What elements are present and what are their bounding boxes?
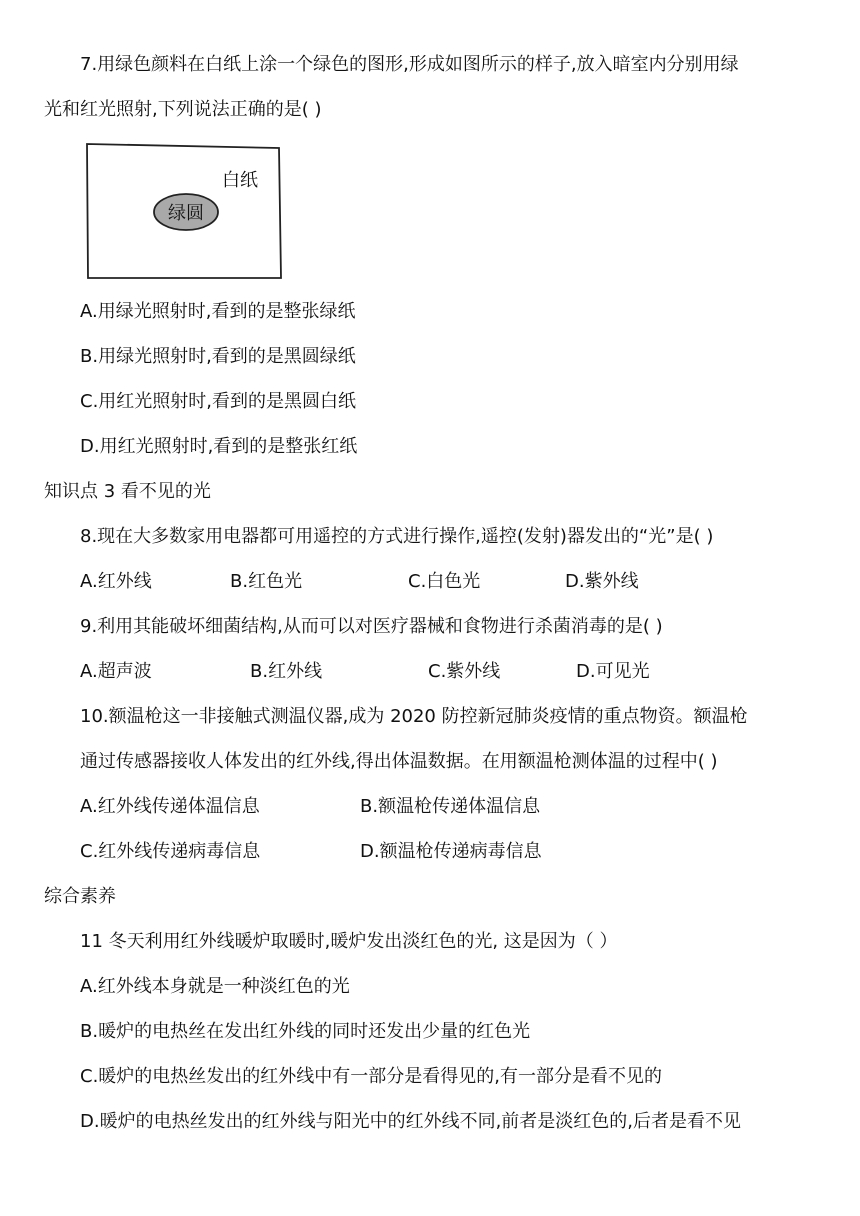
section-heading-3: 知识点 3 看不见的光 (44, 481, 211, 502)
q9-option-c: C.紫外线 (428, 661, 501, 682)
q7-option-d: D.用红光照射时,看到的是整张红纸 (80, 436, 358, 457)
q10-stem-line1: 10.额温枪这一非接触式测温仪器,成为 2020 防控新冠肺炎疫情的重点物资。额温枪 (80, 706, 748, 727)
q8-option-c: C.白色光 (408, 571, 481, 592)
q10-option-d: D.额温枪传递病毒信息 (360, 841, 542, 862)
q7-option-c: C.用红光照射时,看到的是黑圆白纸 (80, 391, 357, 412)
q8-option-a: A.红外线 (80, 571, 152, 592)
q11-option-a: A.红外线本身就是一种淡红色的光 (80, 976, 350, 997)
q9-option-a: A.超声波 (80, 661, 152, 682)
q10-option-a: A.红外线传递体温信息 (80, 796, 260, 817)
q7-option-a: A.用绿光照射时,看到的是整张绿纸 (80, 301, 356, 322)
q10-option-b: B.额温枪传递体温信息 (360, 796, 541, 817)
q11-stem: 11 冬天利用红外线暖炉取暖时,暖炉发出淡红色的光, 这是因为（ ） (80, 931, 618, 952)
q7-stem-line1: 7.用绿色颜料在白纸上涂一个绿色的图形,形成如图所示的样子,放入暗室内分别用绿 (80, 54, 739, 75)
q9-option-d: D.可见光 (576, 661, 650, 682)
q11-option-d: D.暖炉的电热丝发出的红外线与阳光中的红外线不同,前者是淡红色的,后者是看不见 (80, 1111, 742, 1132)
q10-option-c: C.红外线传递病毒信息 (80, 841, 261, 862)
q7-stem-line2: 光和红光照射,下列说法正确的是( ) (44, 99, 322, 120)
q8-stem: 8.现在大多数家用电器都可用遥控的方式进行操作,遥控(发射)器发出的“光”是( ) (80, 526, 714, 547)
q11-option-c: C.暖炉的电热丝发出的红外线中有一部分是看得见的,有一部分是看不见的 (80, 1066, 663, 1087)
q10-stem-line2: 通过传感器接收人体发出的红外线,得出体温数据。在用额温枪测体温的过程中( ) (80, 751, 718, 772)
circle-label: 绿圆 (168, 203, 204, 224)
q7-option-b: B.用绿光照射时,看到的是黑圆绿纸 (80, 346, 356, 367)
q9-option-b: B.红外线 (250, 661, 323, 682)
q9-stem: 9.利用其能破坏细菌结构,从而可以对医疗器械和食物进行杀菌消毒的是( ) (80, 616, 663, 637)
q8-option-d: D.紫外线 (565, 571, 639, 592)
paper-circle-diagram (86, 142, 282, 280)
q11-option-b: B.暖炉的电热丝在发出红外线的同时还发出少量的红色光 (80, 1021, 531, 1042)
section-heading-comprehensive: 综合素养 (44, 886, 116, 907)
q8-option-b: B.红色光 (230, 571, 303, 592)
q7-figure (86, 142, 282, 280)
paper-label: 白纸 (222, 170, 258, 191)
